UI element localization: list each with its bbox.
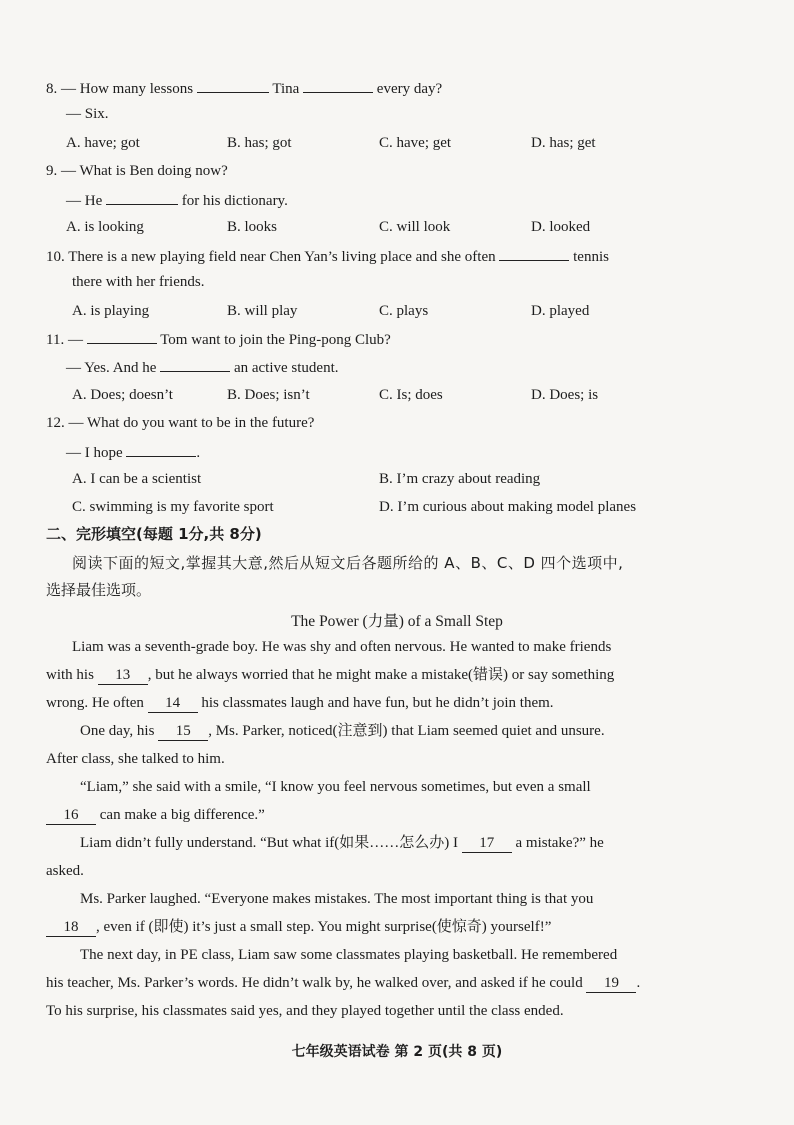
question-text: there with her friends. bbox=[72, 274, 205, 290]
cloze-blank-17[interactable]: 17 bbox=[462, 834, 512, 853]
question-8 bbox=[46, 77, 442, 99]
section-instruction: 选择最佳选项。 bbox=[46, 581, 152, 599]
answer-text: — Yes. And he bbox=[66, 360, 157, 376]
cloze-blank-18[interactable]: 18 bbox=[46, 918, 96, 937]
answer-blank[interactable] bbox=[126, 441, 196, 457]
passage-line: “Liam,” she said with a smile, “I know you feel nervous sometimes, but even a small bbox=[80, 779, 591, 795]
answer-blank[interactable] bbox=[87, 328, 157, 344]
question-9 bbox=[46, 161, 228, 181]
answer-blank[interactable] bbox=[160, 356, 230, 372]
passage-text: wrong. He often bbox=[46, 695, 144, 711]
passage-text: One day, his bbox=[80, 723, 155, 739]
option-a[interactable]: A. Does; doesn’t bbox=[72, 387, 173, 403]
cloze-blank-16[interactable]: 16 bbox=[46, 806, 96, 825]
answer-blank[interactable] bbox=[106, 189, 178, 205]
answer-line bbox=[66, 189, 288, 211]
answer-blank[interactable] bbox=[303, 77, 373, 93]
cloze-blank-19[interactable]: 19 bbox=[586, 974, 636, 993]
question-text: tennis bbox=[573, 249, 609, 265]
question-text: There is a new playing field near Chen Yan’s living place and she often bbox=[68, 249, 496, 265]
option-d[interactable]: D. has; get bbox=[531, 135, 596, 151]
answer-line: — Six. bbox=[66, 106, 109, 122]
passage-line: To his surprise, his classmates said yes, and they played together until the class ended. bbox=[46, 1003, 564, 1019]
question-text: Tina bbox=[272, 81, 300, 97]
question-text: How many lessons bbox=[79, 81, 194, 97]
question-text: Tom want to join the Ping-pong Club? bbox=[160, 332, 391, 348]
question-text: — What do you want to be in the future? bbox=[68, 415, 315, 431]
option-b[interactable]: B. will play bbox=[227, 303, 298, 319]
passage-line bbox=[80, 833, 604, 853]
section-heading: 二、完形填空(每题 1分,共 8分) bbox=[46, 525, 262, 543]
option-d[interactable]: D. played bbox=[531, 303, 590, 319]
option-a[interactable]: A. is playing bbox=[72, 303, 150, 319]
question-12 bbox=[46, 413, 314, 433]
answer-text: an active student. bbox=[233, 360, 339, 376]
option-d[interactable]: D. Does; is bbox=[531, 387, 599, 403]
passage-line bbox=[46, 973, 640, 993]
option-d[interactable]: D. looked bbox=[531, 219, 591, 235]
question-text: every day? bbox=[376, 81, 443, 97]
question-10 bbox=[46, 245, 609, 267]
option-b[interactable]: B. looks bbox=[227, 219, 278, 235]
cloze-blank-14[interactable]: 14 bbox=[148, 694, 198, 713]
dash: — bbox=[67, 332, 83, 348]
passage-title: The Power (力量) of a Small Step bbox=[291, 613, 503, 630]
page-footer: 七年级英语试卷 第 2 页(共 8 页) bbox=[291, 1044, 503, 1060]
passage-text: , Ms. Parker, noticed(注意到) that Liam seemed quiet and unsure. bbox=[208, 723, 605, 739]
dash: — bbox=[61, 81, 76, 97]
answer-blank[interactable] bbox=[499, 245, 569, 261]
question-number: 8. bbox=[46, 81, 58, 97]
question-number: 12. bbox=[46, 415, 65, 431]
question-number: 9. bbox=[46, 163, 58, 179]
cloze-blank-13[interactable]: 13 bbox=[98, 666, 148, 685]
cloze-blank-15[interactable]: 15 bbox=[158, 722, 208, 741]
question-11 bbox=[46, 328, 391, 350]
option-c[interactable]: C. Is; does bbox=[379, 387, 443, 403]
passage-line bbox=[80, 721, 605, 741]
question-number: 10. bbox=[46, 249, 65, 265]
passage-text: a mistake?” he bbox=[515, 835, 604, 851]
option-c[interactable]: C. plays bbox=[379, 303, 429, 319]
answer-text: — He bbox=[66, 193, 103, 209]
answer-line bbox=[66, 356, 338, 378]
answer-text: — I hope bbox=[66, 445, 123, 461]
option-b[interactable]: B. Does; isn’t bbox=[227, 387, 310, 403]
option-d[interactable]: D. I’m curious about making model planes bbox=[379, 499, 637, 515]
passage-line bbox=[46, 693, 554, 713]
option-c[interactable]: C. will look bbox=[379, 219, 451, 235]
option-c[interactable]: C. have; get bbox=[379, 135, 452, 151]
option-a[interactable]: A. is looking bbox=[66, 219, 144, 235]
answer-line bbox=[66, 441, 200, 463]
passage-text: Liam didn’t fully understand. “But what if(如果……怎么办) I bbox=[80, 835, 458, 851]
passage-line: The next day, in PE class, Liam saw some classmates playing basketball. He remembered bbox=[80, 947, 618, 963]
passage-line: asked. bbox=[46, 863, 84, 879]
passage-line: After class, she talked to him. bbox=[46, 751, 225, 767]
passage-line: Ms. Parker laughed. “Everyone makes mistakes. The most important thing is that you bbox=[80, 891, 594, 907]
passage-line bbox=[46, 665, 614, 685]
option-a[interactable]: A. I can be a scientist bbox=[72, 471, 202, 487]
passage-text: , even if (即使) it’s just a small step. You might surprise(使惊奇) yourself!” bbox=[96, 919, 552, 935]
passage-text: with his bbox=[46, 667, 94, 683]
passage-text: , but he always worried that he might make a mistake(错误) or say something bbox=[147, 667, 615, 683]
answer-blank[interactable] bbox=[197, 77, 269, 93]
option-c[interactable]: C. swimming is my favorite sport bbox=[72, 499, 274, 515]
question-number: 11. bbox=[46, 332, 65, 348]
passage-line bbox=[46, 805, 265, 825]
question-text: — What is Ben doing now? bbox=[61, 163, 228, 179]
passage-line bbox=[46, 917, 551, 937]
passage-text: his teacher, Ms. Parker’s words. He didn’t walk by, he walked over, and asked if he could bbox=[46, 975, 583, 991]
section-instruction: 阅读下面的短文,掌握其大意,然后从短文后各题所给的 A、B、C、D 四个选项中, bbox=[72, 554, 624, 572]
answer-text: . bbox=[196, 445, 201, 461]
passage-line: Liam was a seventh-grade boy. He was shy and often nervous. He wanted to make friends bbox=[72, 639, 612, 655]
passage-text: his classmates laugh and have fun, but he didn’t join them. bbox=[201, 695, 554, 711]
option-b[interactable]: B. has; got bbox=[227, 135, 292, 151]
option-a[interactable]: A. have; got bbox=[66, 135, 140, 151]
passage-text: . bbox=[636, 975, 641, 991]
passage-text: can make a big difference.” bbox=[99, 807, 265, 823]
answer-text: for his dictionary. bbox=[181, 193, 288, 209]
option-b[interactable]: B. I’m crazy about reading bbox=[379, 471, 541, 487]
